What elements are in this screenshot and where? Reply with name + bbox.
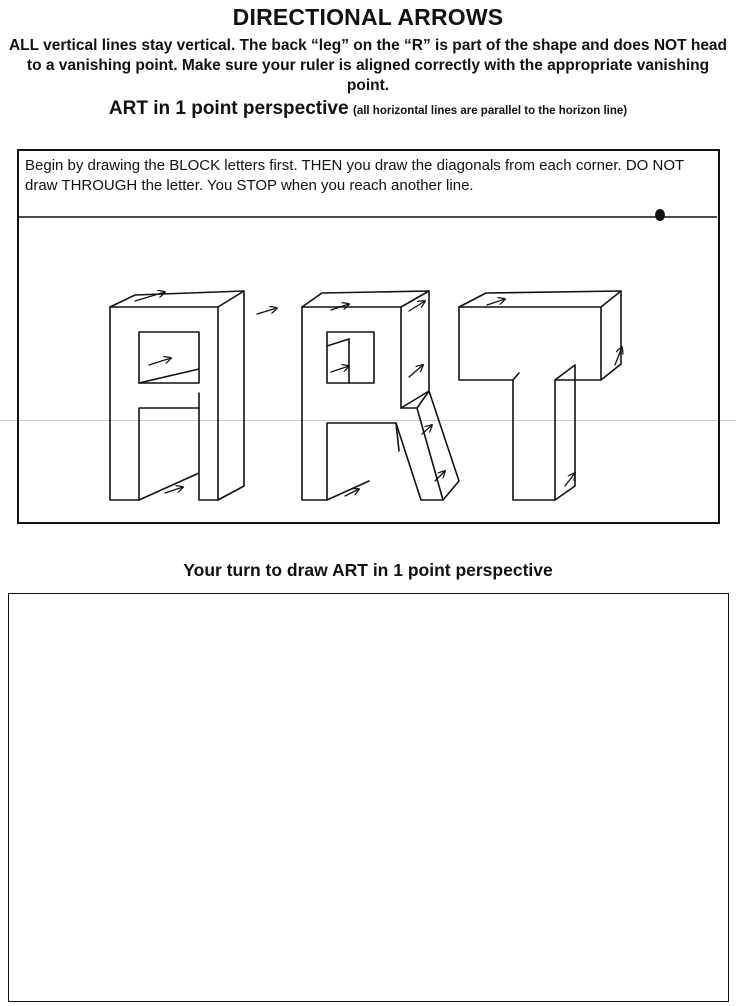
example-box: [17, 149, 720, 524]
directional-arrows: [135, 292, 622, 496]
example-drawing: [19, 151, 717, 521]
practice-drawing-area[interactable]: [8, 593, 729, 1002]
section-heading: [0, 98, 736, 120]
example-instructions: Begin by drawing the BLOCK letters first. THEN you draw the diagonals from each corner. DO NOT draw THROUGH the letter. You STOP when you reach another line.: [25, 157, 684, 194]
letter-t: [459, 291, 621, 500]
letter-a: [110, 291, 244, 500]
practice-title: Your turn to draw ART in 1 point perspective: [183, 560, 553, 580]
section-title: ART in 1 point perspective: [108, 98, 349, 119]
vanishing-point: [655, 209, 665, 221]
letter-r: [302, 291, 459, 500]
page-subtitle: ALL vertical lines stay vertical. The back “leg” on the “R” is part of the shape and does NOT head to a vanishing point. Make sure your ruler is aligned correctly with the appropriate vanishing point.: [8, 37, 728, 94]
page-title: DIRECTIONAL ARROWS: [232, 4, 504, 30]
section-note: (all horizontal lines are parallel to the horizon line): [352, 105, 628, 117]
